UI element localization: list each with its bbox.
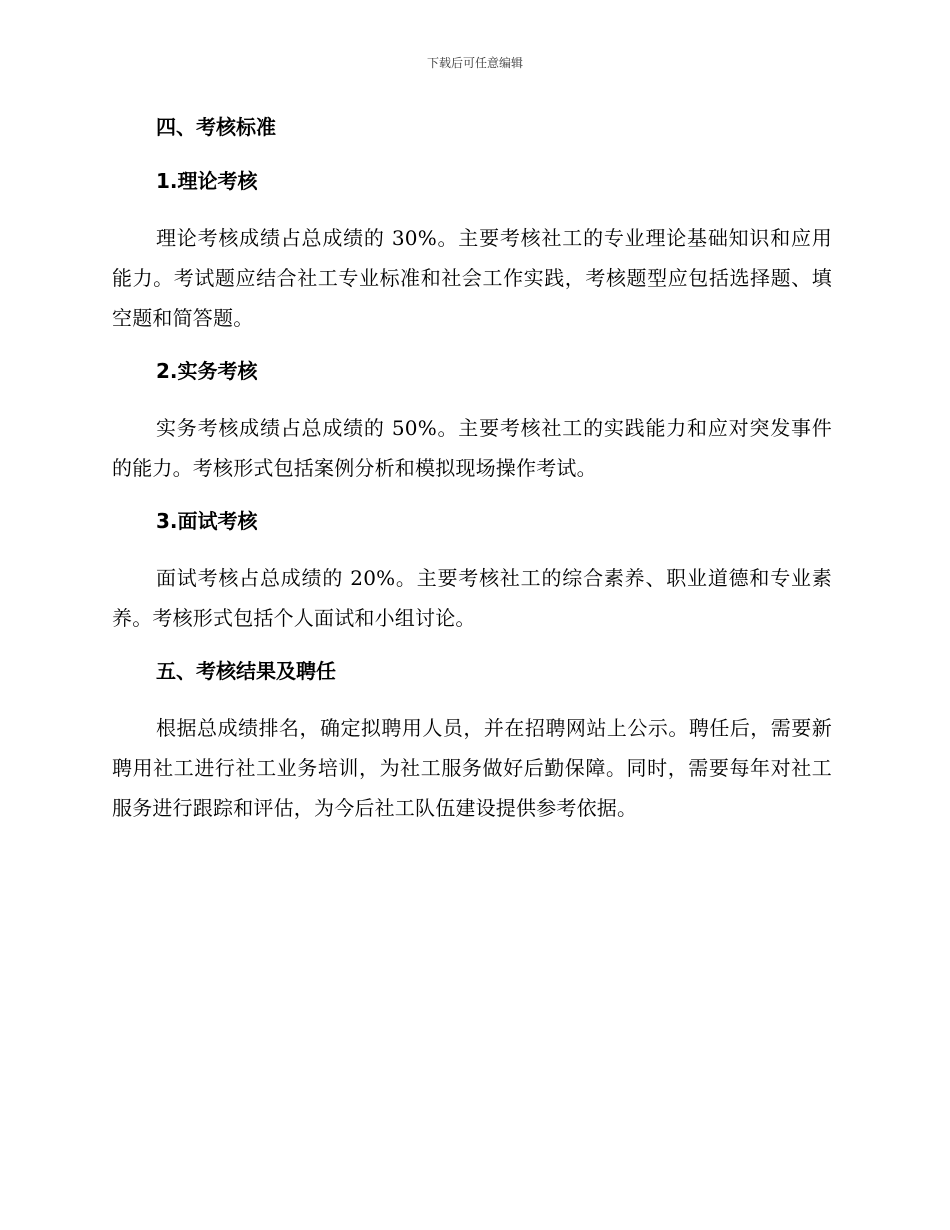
page-header: 下载后可任意编辑 (426, 56, 523, 70)
paragraph-practical-assessment: 实务考核成绩占总成绩的 50%。主要考核社工的实践能力和应对突发事件的能力。考核形式包括案例分析和模拟现场操作考试。 (112, 416, 832, 480)
section-heading-results-appointment: 五、考核结果及聘任 (156, 659, 336, 683)
section-heading-assessment-standards: 四、考核标准 (156, 115, 276, 139)
paragraph-results-appointment: 根据总成绩排名，确定拟聘用人员，并在招聘网站上公示。聘任后，需要新聘用社工进行社工业务培训，为社工服务做好后勤保障。同时，需要每年对社工服务进行跟踪和评估，为今后社工队伍建设提供参考依据。 (112, 716, 832, 820)
subheading-practical-assessment: 2.实务考核 (156, 359, 258, 383)
subheading-theory-assessment: 1.理论考核 (156, 169, 258, 193)
paragraph-interview-assessment: 面试考核占总成绩的 20%。主要考核社工的综合素养、职业道德和专业素养。考核形式包括个人面试和小组讨论。 (112, 566, 832, 630)
paragraph-theory-assessment: 理论考核成绩占总成绩的 30%。主要考核社工的专业理论基础知识和应用能力。考试题应结合社工专业标准和社会工作实践，考核题型应包括选择题、填空题和简答题。 (112, 226, 832, 330)
document-body (112, 110, 832, 844)
subheading-interview-assessment: 3.面试考核 (156, 509, 258, 533)
